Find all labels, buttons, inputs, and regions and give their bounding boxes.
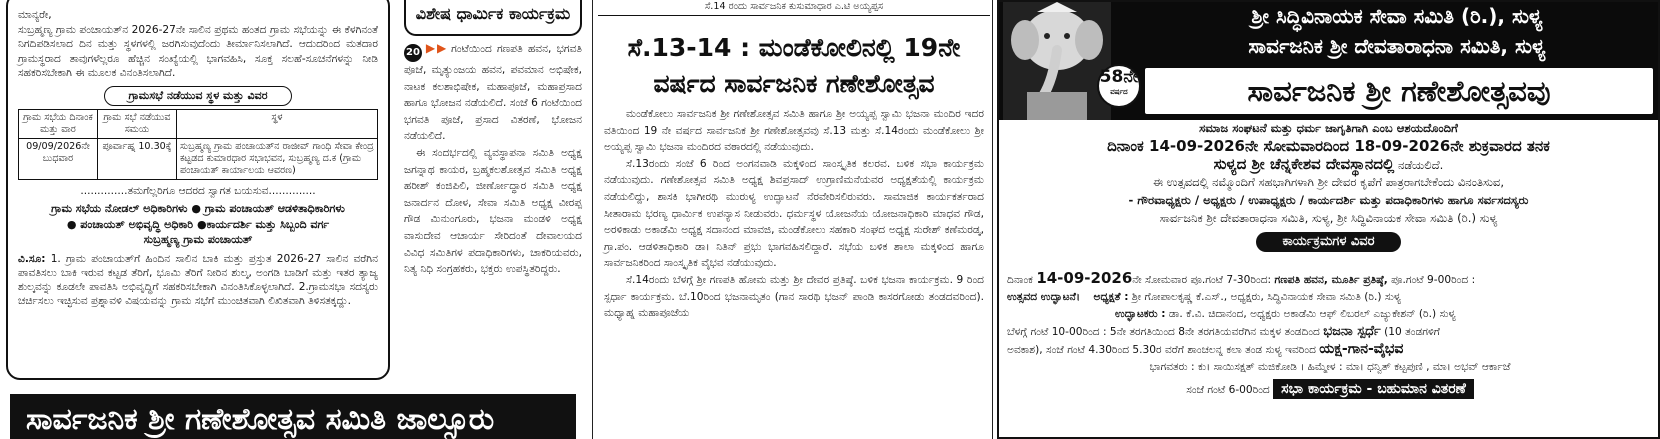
notice-greeting: ಮಾನ್ಯರೇ,	[18, 9, 52, 21]
programme-time-2: ಪೂ.ಗಂಟೆ 9-00ರಿಂದ :	[1391, 274, 1476, 286]
festival-title: ಸಾರ್ವಜನಿಕ ಶ್ರೀ ಗಣೇಶೋತ್ಸವವು	[1145, 68, 1653, 114]
article-paragraph: ಸೆ.13ರಂದು ಸಂಜೆ 6 ರಿಂದ ಅಂಗನವಾಡಿ ಮಕ್ಕಳಿಂದ ಸಾಂಸ್ಕೃತಿಕ ಕಲರವ. ಬಳಿಕ ಸಭಾ ಕಾರ್ಯಕ್ರಮ ನಡೆಯುವುದು. ಗಣೇಶೋತ್ಸವ ಸಮಿತಿ ಅಧ್ಯಕ್ಷ ಶಿವಪ್ರಸಾದ್ ಉಗ್ರಾಣಿಮನೆಯವರ ಅಧ್ಯಕ್ಷತೆಯಲ್ಲಿ ಕಾರ್ಯಕ್ರಮ ನಡೆಯಲಿದ್ದು, ಶಾಸಕಿ ಭಾಗೀರಥಿ ಮುರುಳ್ಯ ಉದ್ಘಾಟನೆ ನೆರವೇರಿಸಲಿರುವರು. ಸಾಮಾಜಿಕ ಕಾರ್ಯಕರ್ತರಾದ ಸೀತಾರಾಮ ಭರಣ್ಯ ಧಾರ್ಮಿಕ ಉಪನ್ಯಾಸ ನೀಡುವರು. ಧರ್ಮಸ್ಥಳ ಯೋಜನೆಯ ಯೋಜನಾಧಿಕಾರಿ ಮಾಧವ ಗೌಡ, ಅರಳಿಕಾಡು ಅಕಾಡೆಮಿ ಅಧ್ಯಕ್ಷ ಸದಾನಂದ ಮಾವಜಿ, ಮಂಡೆಕೋಲು ಸಹಕಾರಿ ಸಂಘದ ಅಧ್ಯಕ್ಷ ಸುರೇಶ್ ಕಣೆಮರಡ್ಕ, ಗ್ರಾ.ಪಂ. ಆಡಳಿತಾಧಿಕಾರಿ ಡಾ। ನಿತಿನ್ ಪ್ರಭು ಭಾಗವಹಿಸಲಿದ್ದಾರೆ. ಸಭೆಯ ಬಳಿಕ ಶಾಲಾ ಮಕ್ಕಳಿಂದ ಹಾಗೂ ಸಾರ್ವಜನಿಕರಿಂದ ಸಾಂಸ್ಕೃತಿಕ ವೈಭವ ನಡೆಯುವುದು.	[604, 157, 984, 270]
double-arrow-icon: ▶▶	[424, 41, 449, 55]
bottom-banner: ಸಾರ್ವಜನಿಕ ಶ್ರೀ ಗಣೇಶೋತ್ಸವ ಸಮಿತಿ ಜಾಲ್ಸೂರು	[10, 394, 576, 439]
organiser-line-1: ಶ್ರೀ ಸಿದ್ಧಿವಿನಾಯಕ ಸೇವಾ ಸಮಿತಿ (ರಿ.), ಸುಳ್ಯ	[1251, 4, 1543, 28]
venue-suffix: ನಡೆಯಲಿದೆ.	[1397, 157, 1444, 172]
gram-sabha-notice-box	[6, 0, 390, 380]
presided-by: ಶ್ರೀ ಗೋಪಾಲಕೃಷ್ಣ ಕೆ.ಎಸ್., ಅಧ್ಯಕ್ಷರು, ಸಿದ್ಧಿವಿನಾಯಕ ಸೇವಾ ಸಮಿತಿ (ರಿ.) ಸುಳ್ಯ	[1131, 291, 1402, 303]
column-divider	[992, 0, 993, 439]
notice-signers	[18, 201, 378, 248]
article-paragraph: ಸೆ.14ರಂದು ಬೆಳಗ್ಗೆ ಶ್ರೀ ಗಣಪತಿ ಹೋಮ ಮತ್ತು ಶ್ರೀ ದೇವರ ಪ್ರತಿಷ್ಠೆ. ಬಳಿಕ ಭಜನಾ ಕಾರ್ಯಕ್ರಮ. 9 ರಿಂದ ಸ್ಪರ್ಧಾ ಕಾರ್ಯಕ್ರಮ. ಬೆ.10ರಿಂದ ಭಜನಾಮೃತಂ (ಗಾನ ಸಾರಥಿ ಭಜನ್ ಪಾಂಡಿ ಕಾಸರಗೋಡು ತಂಡದವರಿಂದ). ಮಧ್ಯಾಹ್ನ ಮಹಾಪೂಜೆಯ	[604, 273, 984, 320]
inauguration-label: ಉತ್ಸವದ ಉದ್ಘಾಟನೆ।	[1007, 291, 1080, 303]
programme-text: ಗಂಟೆಯಿಂದ ಗಣಪತಿ ಹವನ, ಭಗವತಿ ಪೂಜೆ, ಮೃತ್ಯುಂಜಯ ಹವನ, ಪವಮಾನ ಅಭಿಷೇಕ, ನಾಟಕ ಕಲಶಾಭಿಷೇಕ, ಮಹಾಪೂಜೆ, ಮಹಾಪ್ರಸಾದ ಹಾಗೂ ಭೋಜನ ನಡೆಯಲಿದೆ. ಸಂಜೆ 6 ಗಂಟೆಯಿಂದ ಭಗವತಿ ಪೂಜೆ, ಪ್ರಸಾದ ವಿತರಣೆ, ಭೋಜನ ನಡೆಯಲಿದೆ.	[404, 43, 582, 143]
hosts-organisation: ಸಾರ್ವಜನಿಕ ಶ್ರೀ ದೇವತಾರಾಧನಾ ಸಮಿತಿ, ಸುಳ್ಯ, ಶ್ರೀ ಸಿದ್ಧಿವಿನಾಯಕ ಸೇವಾ ಸಮಿತಿ (ರಿ.) ಸುಳ್ಯ	[1159, 210, 1498, 225]
programme-row	[1007, 341, 1653, 359]
table-cell-time: ಪೂರ್ವಾಹ್ನ 10.30ಕ್ಕೆ	[97, 139, 176, 180]
article-column	[598, 0, 990, 439]
headline-line: ವರ್ಷದ ಸಾರ್ವಜನಿಕ ಗಣೇಶೋತ್ಸವ	[653, 69, 935, 98]
years-number: 58ನೇ	[1099, 67, 1139, 87]
table-cell-date: 09/09/2026ನೇ ಬುಧವಾರ	[19, 139, 98, 180]
programme-details-pill: ಕಾರ್ಯಕ್ರಮಗಳ ವಿವರ	[1256, 232, 1400, 252]
table-header-venue: ಸ್ಥಳ	[176, 110, 377, 139]
hosts-line: - ಗೌರವಾಧ್ಯಕ್ಷರು / ಅಧ್ಯಕ್ಷರು / ಉಪಾಧ್ಯಕ್ಷರು / ಕಾರ್ಯದರ್ಶಿ ಮತ್ತು ಪದಾಧಿಕಾರಿಗಳು ಹಾಗೂ ಸರ್ವಸದಸ್ಯರು	[1128, 193, 1529, 208]
religious-programme-body	[404, 40, 582, 278]
programme-row	[1007, 359, 1653, 376]
venue-name: ಸುಳ್ಯದ ಶ್ರೀ ಚೆನ್ನಕೇಶವ ದೇವಸ್ಥಾನದಲ್ಲಿ	[1213, 154, 1395, 173]
signer-line: ಸುಬ್ರಹ್ಮಣ್ಯ ಗ್ರಾಮ ಪಂಚಾಯತ್	[143, 233, 253, 247]
inaugurator-label: ಉದ್ಘಾಟಕರು :	[1115, 308, 1166, 320]
ganesha-idol-image	[1003, 0, 1111, 120]
date-number-badge: 20	[404, 44, 422, 62]
festival-dates	[997, 138, 1660, 156]
footnote-label: ವಿ.ಸೂ:	[18, 252, 46, 265]
programme-details	[1007, 270, 1653, 399]
advertisement-header	[997, 0, 1660, 120]
table-header-time: ಗ್ರಾಮ ಸಭೆ ನಡೆಯುವ ಸಮಯ	[97, 110, 176, 139]
religious-programme-column	[398, 0, 588, 439]
meeting-table	[18, 109, 378, 180]
article-body	[598, 106, 990, 322]
inaugurator: ಡಾ. ಕೆ.ವಿ. ಚಿದಾನಂದ, ಅಧ್ಯಕ್ಷರು ಅಕಾಡೆಮಿ ಆಫ್ ಲಿಬರಲ್ ಎಜ್ಯುಕೇಶನ್ (ರಿ.) ಸುಳ್ಯ	[1168, 308, 1456, 320]
article-paragraph: ಮಂಡೆಕೋಲು ಸಾರ್ವಜನಿಕ ಶ್ರೀ ಗಣೇಶೋತ್ಸವ ಸಮಿತಿ ಹಾಗೂ ಶ್ರೀ ಅಯ್ಯಪ್ಪ ಸ್ವಾಮಿ ಭಜನಾ ಮಂದಿರ ಇದರ ವತಿಯಿಂದ 19 ನೇ ವರ್ಷದ ಸಾರ್ವಜನಿಕ ಶ್ರೀ ಗಣೇಶೋತ್ಸವವು ಸೆ.13 ಮತ್ತು ಸೆ.14ರಂದು ಮಂಡೆಕೋಲು ಶ್ರೀ ಅಯ್ಯಪ್ಪ ಸ್ವಾಮಿ ಭಜನಾ ಮಂದಿರದ ವಠಾರದಲ್ಲಿ ನಡೆಯುವುದು.	[604, 108, 984, 154]
festival-venue	[997, 156, 1660, 175]
signer-line: ಗ್ರಾಮ ಸಭೆಯ ನೋಡಲ್ ಅಧಿಕಾರಿಗಳು ● ಗ್ರಾಮ ಪಂಚಾಯತ್ ಆಡಳಿತಾಧಿಕಾರಿಗಳು	[51, 202, 345, 216]
prize-distribution-banner: ಸಭಾ ಕಾರ್ಯಕ್ರಮ - ಬಹುಮಾನ ವಿತರಣೆ	[1273, 379, 1474, 399]
programme-date-prefix: ದಿನಾಂಕ	[1007, 274, 1033, 286]
date-from: 14-09-2026	[1149, 136, 1245, 155]
programme-row	[1007, 323, 1653, 341]
invitation-line: ಈ ಉತ್ಸವದಲ್ಲಿ ನಮ್ಮೊಂದಿಗೆ ಸಹಭಾಗಿಗಳಾಗಿ ಶ್ರೀ ದೇವರ ಕೃಪೆಗೆ ಪಾತ್ರರಾಗಬೇಕೆಂದು ವಿನಂತಿಸುವ,	[1152, 175, 1505, 190]
artists-line: ಭಾಗವತರು : ಕು। ಸಾಯಿಸಕ್ಷತ್ ಮಜಿಕೋಡಿ । ಹಿಮ್ಮೇಳ : ಮಾ। ಧನ್ವಿತ್ ಕಟ್ಟಪುಣಿ , ಮಾ। ಅಭವ್ ಆರ್ಕಾಜೆ	[1149, 361, 1511, 373]
signer-line: ● ಪಂಚಾಯತ್ ಅಭಿವೃದ್ಧಿ ಅಧಿಕಾರಿ ●ಕಾರ್ಯದರ್ಶಿ ಮತ್ತು ಸಿಬ್ಬಂದಿ ವರ್ಗ	[66, 217, 330, 231]
evening-time: ಸಂಜೆ ಗಂಟೆ 6-00ರಿಂದ	[1186, 384, 1270, 396]
advertisement-body	[997, 120, 1660, 254]
purpose-line: ಸಮಾಜ ಸಂಘಟನೆ ಮತ್ತು ಧರ್ಮ ಜಾಗೃತಿಗಾಗಿ ಎಂಬ ಆಶಯದೊಂದಿಗೆ	[1199, 121, 1458, 135]
dates-prefix: ದಿನಾಂಕ	[1107, 136, 1144, 155]
programme-row	[1007, 289, 1653, 306]
bhajan-contest: ಭಜನಾ ಸ್ಪರ್ಧೆ	[1323, 324, 1381, 339]
notice-intro: ಸುಬ್ರಹ್ಮಣ್ಯ ಗ್ರಾಮ ಪಂಚಾಯತ್‌ನ 2026-27ನೇ ಸಾಲಿನ ಪ್ರಥಮ ಹಂತದ ಗ್ರಾಮ ಸಭೆಯನ್ನು ಈ ಕೆಳಗಿನಂತೆ ನಿಗದಿಪಡಿಸಲಾದ ದಿನ ಮತ್ತು ಸ್ಥಳಗಳಲ್ಲಿ ಜರಗಿಸುವುದೆಂದು ತೀರ್ಮಾನಿಸಲಾಗಿದೆ. ಆದುದರಿಂದ ಮತದಾರ ಗ್ರಾಮಸ್ಥರಾದ ತಾವುಗಳೆಲ್ಲರೂ ಹೆಚ್ಚಿನ ಸಂಖ್ಯೆಯಲ್ಲಿ ಭಾಗವಹಿಸಿ, ಸೂಕ್ತ ಸಲಹೆ-ಸೂಚನೆಗಳನ್ನು ನೀಡಿ ಸಹಕರಿಸಬೇಕಾಗಿ ಈ ಮೂಲಕ ವಿನಂತಿಸಲಾಗಿದೆ.	[18, 24, 378, 79]
organiser-line-2: ಸಾರ್ವಜನಿಕ ಶ್ರೀ ದೇವತಾರಾಧನಾ ಸಮಿತಿ, ಸುಳ್ಯ	[1248, 34, 1546, 58]
gram-sabha-notice-column	[0, 0, 398, 439]
yakshagana-title: ಯಕ್ಷ-ಗಾನ-ವೈಭವ	[1319, 341, 1404, 357]
programme-row	[1007, 306, 1653, 323]
yakshagana-text: ಅವಕಾಶ), ಸಂಜೆ ಗಂಟೆ 4.30ರಿಂದ 5.30ರ ವರೆಗೆ ಶಾಂಚಲನ್ನ ಕಲಾ ತಂಡ ಸುಳ್ಯ ಇವರಿಂದ	[1007, 344, 1316, 356]
presided-label: ಅಧ್ಯಕ್ಷತೆ :	[1093, 291, 1129, 303]
date-to: 18-09-2026	[1354, 136, 1451, 155]
table-header-row	[19, 110, 378, 139]
programme-date: 14-09-2026	[1036, 270, 1133, 287]
notice-footnote	[18, 252, 378, 309]
dates-mid: ನೇ ಸೋಮವಾರದಿಂದ	[1244, 136, 1350, 155]
programme-row	[1007, 379, 1653, 399]
headline-line: ಸೆ.13-14 : ಮಂಡೆಕೋಲಿನಲ್ಲಿ 19ನೇ	[627, 33, 961, 62]
dates-suffix: ನೇ ಶುಕ್ರವಾರದ ತನಕ	[1450, 136, 1550, 155]
table-header-date: ಗ್ರಾಮ ಸಭೆಯ ದಿನಾಂಕ ಮತ್ತು ವಾರ	[19, 110, 98, 139]
years-badge	[1097, 64, 1141, 108]
programme-rituals: ಗಣಪತಿ ಹವನ, ಮೂರ್ತಿ ಪ್ರತಿಷ್ಠೆ,	[1274, 274, 1388, 286]
meeting-details-pill: ಗ್ರಾಮಸಭೆ ನಡೆಯುವ ಸ್ಥಳ ಮತ್ತು ವಿವರ	[104, 86, 292, 106]
welcome-line: ..............ತಮಗೆಲ್ಲರಿಗೂ ಆದರದ ಸ್ವಾಗತ ಬಯಸುವ..............	[80, 185, 316, 198]
column-divider	[592, 0, 593, 439]
bhajan-text: ಬೆಳಗ್ಗೆ ಗಂಟೆ 10-00ರಿಂದ : 5ನೇ ತರಗತಿಯಿಂದ 8ನೇ ತರಗತಿಯವರೆಗಿನ ಮಕ್ಕಳ ತಂಡದಿಂದ	[1007, 326, 1320, 338]
bhajan-teams: (10 ತಂಡಗಳಿಗೆ	[1384, 326, 1440, 338]
article-headline	[598, 30, 990, 102]
programme-paragraph	[404, 40, 582, 145]
years-label: ವರ್ಷದ	[1110, 88, 1128, 96]
table-cell-venue: ಸುಬ್ರಹ್ಮಣ್ಯ ಗ್ರಾಮ ಪಂಚಾಯತ್‌ನ ರಾಜೀವ್ ಗಾಂಧಿ ಸೇವಾ ಕೇಂದ್ರ ಕಟ್ಟಡದ ಕುಮಾರಧಾರ ಸಭಾಭವನ, ಸುಬ್ರಹ್ಮಣ್ಯ ದ.ಕ (ಗ್ರಾಮ ಪಂಚಾಯತ್ ಕಾರ್ಯಾಲಯ ಆವರಣ)	[176, 139, 377, 180]
programme-row	[1007, 270, 1653, 289]
attendees-paragraph: ಈ ಸಂದರ್ಭದಲ್ಲಿ ವ್ಯವಸ್ಥಾಪನಾ ಸಮಿತಿ ಅಧ್ಯಕ್ಷ ಜಗನ್ನಾಥ ಕಾಯರ, ಬ್ರಹ್ಮಕಲಶೋತ್ಸವ ಸಮಿತಿ ಅಧ್ಯಕ್ಷ ಹರೀಶ್ ಕಂಜಿಪಿಲಿ, ಜೀರ್ಣೋದ್ಧಾರ ಸಮಿತಿ ಅಧ್ಯಕ್ಷ ಜನಾರ್ದನ ದೋಳ, ಸೇವಾ ಸಮಿತಿ ಅಧ್ಯಕ್ಷ ವೀರಪ್ಪ ಗೌಡ ಮಿನುಂಗೂರು, ಭಜನಾ ಮಂಡಳಿ ಅಧ್ಯಕ್ಷ ವಾಸುದೇವ ಆಚಾರ್ಯ ಸೇರಿದಂತೆ ದೇವಾಲಯದ ವಿವಿಧ ಸಮಿತಿಗಳ ಪದಾಧಿಕಾರಿಗಳು, ಚಾಕರಿಯವರು, ನಿತ್ಯ ನಿಧಿ ಸಂಗ್ರಹಕರು, ಭಕ್ತರು ಉಪಸ್ಥಿತರಿದ್ದರು.	[404, 146, 582, 276]
footnote-text: 1. ಗ್ರಾಮ ಪಂಚಾಯತ್‌ಗೆ ಹಿಂದಿನ ಸಾಲಿನ ಬಾಕಿ ಮತ್ತು ಪ್ರಸ್ತುತ 2026-27 ಸಾಲಿನ ವರೆಗಿನ ಪಾವತಿಸಲು ಬಾಕಿ ಇರುವ ಕಟ್ಟಡ ತೆರಿಗೆ, ಭೂಮಿ ತೆರಿಗೆ ನೀರಿನ ಶುಲ್ಕ, ಅಂಗಡಿ ಬಾಡಿಗೆ ಮತ್ತು ಇತರ ತ್ಯಾಜ್ಯ ಶುಲ್ಕವನ್ನು ಕೂಡಲೇ ಪಾವತಿಸಿ ಅಭಿವೃದ್ಧಿಗೆ ಸಹಕರಿಸಬೇಕಾಗಿ ವಿನಂತಿಸಿಕೊಳ್ಳಲಾಗಿದೆ. 2.ಗ್ರಾಮಸಭಾ ಸದಸ್ಯರು ಚರ್ಚಿಸಲು ಇಚ್ಛಿಸುವ ಪ್ರಶ್ನಾವಳಿ ವಿಷಯವನ್ನು ಗ್ರಾಮ ಸಭೆಗೆ ಮುಂಚಿತವಾಗಿ ಲಿಖಿತವಾಗಿ ತಿಳಿಸತಕ್ಕದ್ದು.	[18, 252, 378, 308]
programme-time: ನೇ ಸೋಮವಾರ ಪೂ.ಗಂಟೆ 7-30ರಿಂದ:	[1132, 274, 1272, 286]
previous-article-strip: ಸೆ.14 ರಂದು ಸಾರ್ವಜನಿಕ ಕುಸುಮಾಧಾರ ಎ.ಟಿ ಅಯ್ಯಪ್ಪಸ	[598, 0, 990, 16]
table-row	[19, 139, 378, 180]
special-programme-heading: ವಿಶೇಷ ಧಾರ್ಮಿಕ ಕಾರ್ಯಕ್ರಮ	[404, 0, 582, 36]
ganeshotsava-advertisement	[997, 0, 1660, 439]
